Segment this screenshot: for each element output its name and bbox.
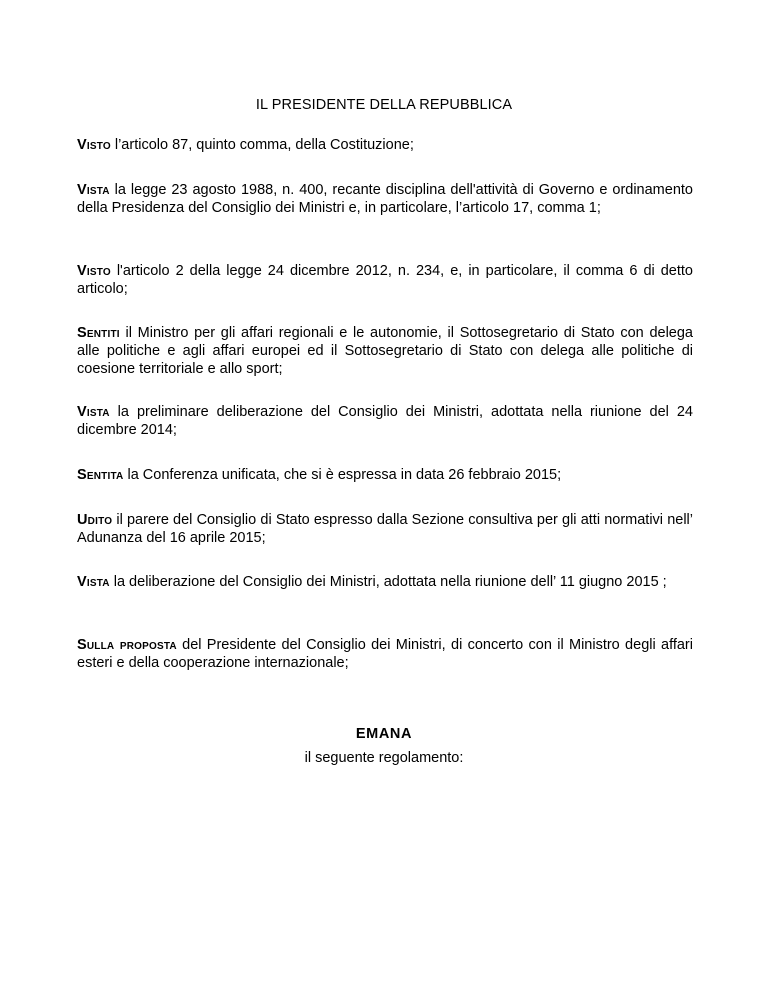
clause-keyword: Vista bbox=[77, 404, 110, 420]
preamble-clause-1 bbox=[77, 136, 693, 154]
clause-text: del Presidente del Consiglio dei Ministri, di concerto con il Ministro degli affari esteri e della cooperazione internazionale; bbox=[77, 637, 693, 671]
clause-text: l'articolo 2 della legge 24 dicembre 2012, n. 234, e, in particolare, il comma 6 di detto articolo; bbox=[77, 263, 693, 297]
enactment-heading: EMANA bbox=[355, 726, 413, 742]
preamble-clause-3 bbox=[77, 262, 693, 298]
enactment-followup: il seguente regolamento: bbox=[304, 750, 464, 766]
clause-text: l’articolo 87, quinto comma, della Costituzione; bbox=[110, 137, 414, 153]
page-title: IL PRESIDENTE DELLA REPUBBLICA bbox=[255, 97, 513, 113]
preamble-clause-7 bbox=[77, 511, 693, 547]
clause-keyword: Vista bbox=[77, 574, 110, 590]
preamble-clause-8 bbox=[77, 573, 693, 591]
clause-text: il Ministro per gli affari regionali e le autonomie, il Sottosegretario di Stato con delega alle politiche e agli affari europei ed il Sottosegretario di Stato con delega alle politiche di coesione territoriale e allo sport; bbox=[77, 325, 693, 377]
clause-text: la legge 23 agosto 1988, n. 400, recante disciplina dell'attività di Governo e ordinamento della Presidenza del Consiglio dei Ministri e, in particolare, l’articolo 17, comma 1; bbox=[77, 182, 693, 216]
clause-keyword: Udito bbox=[77, 512, 113, 528]
clause-keyword: Sulla proposta bbox=[77, 637, 177, 653]
preamble-clause-5 bbox=[77, 403, 693, 439]
clause-keyword: Sentita bbox=[77, 467, 124, 483]
preamble-clause-2 bbox=[77, 181, 693, 217]
clause-text: la Conferenza unificata, che si è espressa in data 26 febbraio 2015; bbox=[123, 467, 562, 483]
clause-keyword: Vista bbox=[77, 182, 110, 198]
preamble-clause-6 bbox=[77, 466, 693, 484]
clause-text: il parere del Consiglio di Stato espresso dalla Sezione consultiva per gli atti normativi nell’ Adunanza del 16 aprile 2015; bbox=[77, 512, 693, 546]
preamble-clause-9 bbox=[77, 636, 693, 672]
clause-keyword: Visto bbox=[77, 137, 111, 153]
clause-keyword: Sentiti bbox=[77, 325, 120, 341]
preamble-clause-4 bbox=[77, 324, 693, 378]
clause-text: la preliminare deliberazione del Consiglio dei Ministri, adottata nella riunione del 24 dicembre 2014; bbox=[77, 404, 693, 438]
clause-keyword: Visto bbox=[77, 263, 111, 279]
clause-text: la deliberazione del Consiglio dei Ministri, adottata nella riunione dell’ 11 giugno 2015 ; bbox=[109, 574, 667, 590]
